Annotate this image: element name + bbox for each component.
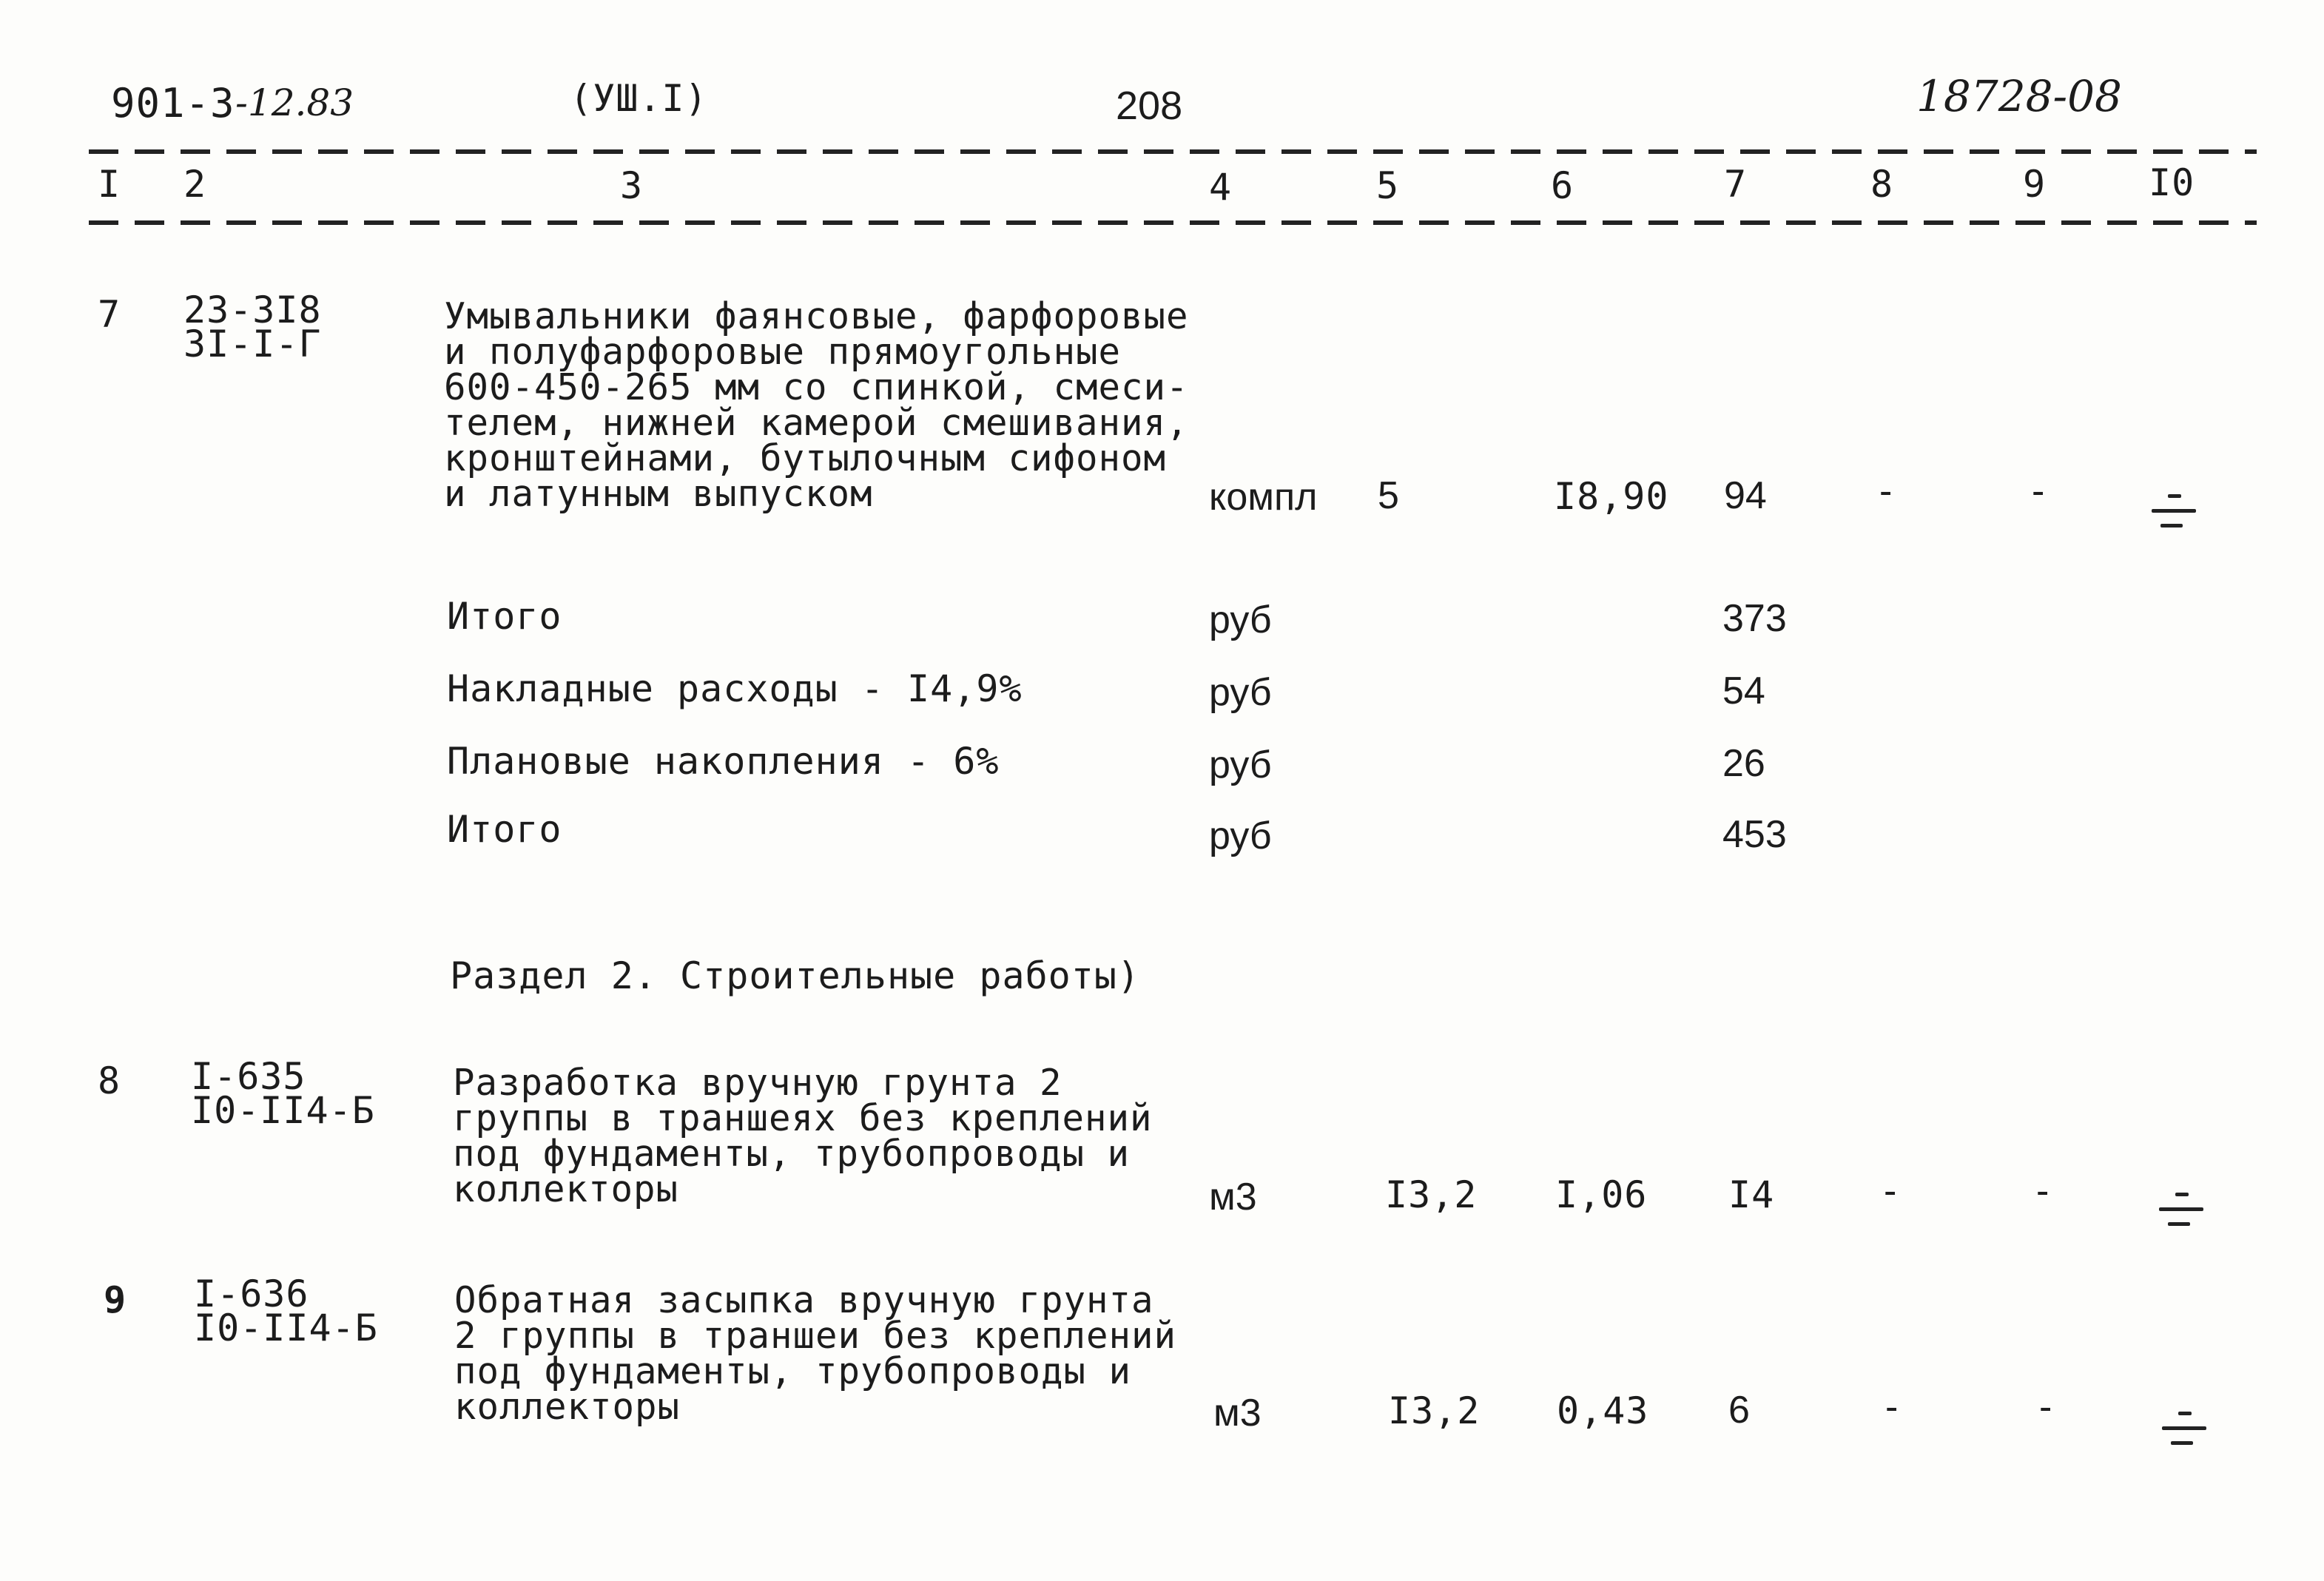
summary-label: Плановые накопления - 6% bbox=[447, 740, 1000, 783]
column-header-2: 2 bbox=[183, 163, 207, 206]
description-line: Разработка вручную грунта 2 bbox=[453, 1062, 1062, 1104]
header-rule-bottom bbox=[89, 220, 2257, 225]
row-unit: м3 bbox=[1213, 1392, 1262, 1435]
row-code-line: I-635 bbox=[191, 1055, 306, 1098]
row-unit: м3 bbox=[1209, 1176, 1257, 1218]
row-price: I8,90 bbox=[1554, 475, 1669, 518]
row-price: I,06 bbox=[1555, 1173, 1648, 1216]
row-total: I4 bbox=[1728, 1173, 1775, 1216]
row-col8: - bbox=[1884, 1170, 1897, 1213]
row-description bbox=[454, 1279, 1177, 1428]
ditto-mark-icon bbox=[2152, 494, 2196, 528]
description-line: Обратная засыпка вручную грунта bbox=[454, 1279, 1154, 1321]
row-number: 9 bbox=[104, 1278, 127, 1321]
ditto-mark-icon bbox=[2159, 1193, 2203, 1227]
description-line: группы в траншеях без креплений bbox=[453, 1097, 1153, 1139]
row-description bbox=[444, 295, 1189, 515]
summary-unit: руб bbox=[1209, 599, 1272, 641]
summary-value: 453 bbox=[1722, 813, 1787, 856]
page-number: 208 bbox=[1116, 84, 1183, 128]
summary-label: Итого bbox=[447, 595, 562, 638]
row-col9: - bbox=[2039, 1386, 2052, 1429]
row-unit: компл bbox=[1209, 476, 1318, 519]
summary-value: 373 bbox=[1722, 597, 1787, 640]
row-col9: - bbox=[2032, 470, 2045, 513]
description-line: телем, нижней камерой смешивания, bbox=[444, 402, 1189, 444]
column-header-7: 7 bbox=[1724, 163, 1748, 206]
column-header-4: 4 bbox=[1209, 166, 1233, 209]
row-total: 6 bbox=[1728, 1389, 1750, 1432]
row-quantity: I3,2 bbox=[1388, 1389, 1481, 1432]
row-code-line: 3I-I-Г bbox=[183, 323, 322, 365]
column-header-6: 6 bbox=[1551, 164, 1574, 207]
column-header-5: 5 bbox=[1376, 164, 1400, 207]
row-code-line: 23-3I8 bbox=[183, 289, 322, 331]
row-price: 0,43 bbox=[1557, 1389, 1649, 1432]
row-total: 94 bbox=[1724, 474, 1767, 517]
header-rule-top bbox=[89, 149, 2257, 154]
column-header-3: 3 bbox=[620, 164, 644, 207]
description-line: кронштейнами, бутылочным сифоном bbox=[444, 437, 1167, 479]
ditto-mark-icon bbox=[2162, 1412, 2206, 1446]
summary-unit: руб bbox=[1209, 744, 1272, 786]
section-title: Раздел 2. Строительные работы) bbox=[450, 954, 1141, 997]
column-header-8: 8 bbox=[1870, 163, 1894, 206]
stamp-number: 18728-08 bbox=[1916, 71, 2122, 121]
description-line: под фундаменты, трубопроводы и bbox=[454, 1350, 1132, 1392]
row-col8: - bbox=[1879, 470, 1893, 513]
row-code-line: I0-II4-Б bbox=[194, 1307, 378, 1349]
description-line: и полуфарфоровые прямоугольные bbox=[444, 331, 1122, 373]
description-line: 600-450-265 мм со спинкой, смеси- bbox=[444, 366, 1189, 408]
row-code bbox=[183, 289, 322, 365]
description-line: под фундаменты, трубопроводы и bbox=[453, 1133, 1131, 1175]
summary-unit: руб bbox=[1209, 671, 1272, 714]
row-quantity: I3,2 bbox=[1385, 1173, 1478, 1216]
description-line: коллекторы bbox=[453, 1168, 679, 1210]
document-code-suffix: -12.83 bbox=[235, 81, 354, 124]
column-header-10: I0 bbox=[2149, 161, 2195, 204]
summary-label: Итого bbox=[447, 808, 562, 851]
column-header-1: I bbox=[98, 163, 121, 206]
description-line: коллекторы bbox=[454, 1386, 681, 1428]
summary-value: 54 bbox=[1722, 670, 1765, 712]
document-code: 901-3 bbox=[111, 80, 235, 127]
summary-value: 26 bbox=[1722, 742, 1765, 785]
description-line: Умывальники фаянсовые, фарфоровые bbox=[444, 295, 1189, 337]
row-number: 8 bbox=[98, 1059, 121, 1102]
column-header-9: 9 bbox=[2023, 163, 2047, 206]
row-col9: - bbox=[2036, 1170, 2050, 1213]
row-col8: - bbox=[1885, 1386, 1899, 1429]
description-line: и латунным выпуском bbox=[444, 473, 873, 515]
row-code bbox=[191, 1055, 375, 1132]
row-quantity: 5 bbox=[1378, 474, 1399, 517]
row-code bbox=[194, 1272, 378, 1349]
row-code-line: I-636 bbox=[194, 1272, 309, 1315]
row-description bbox=[453, 1062, 1153, 1210]
row-number: 7 bbox=[98, 293, 121, 336]
row-code-line: I0-II4-Б bbox=[191, 1089, 375, 1132]
description-line: 2 группы в траншеи без креплений bbox=[454, 1315, 1177, 1357]
summary-unit: руб bbox=[1209, 815, 1272, 857]
summary-label: Накладные расходы - I4,9% bbox=[447, 667, 1023, 710]
volume-label: (УШ.I) bbox=[570, 77, 708, 120]
